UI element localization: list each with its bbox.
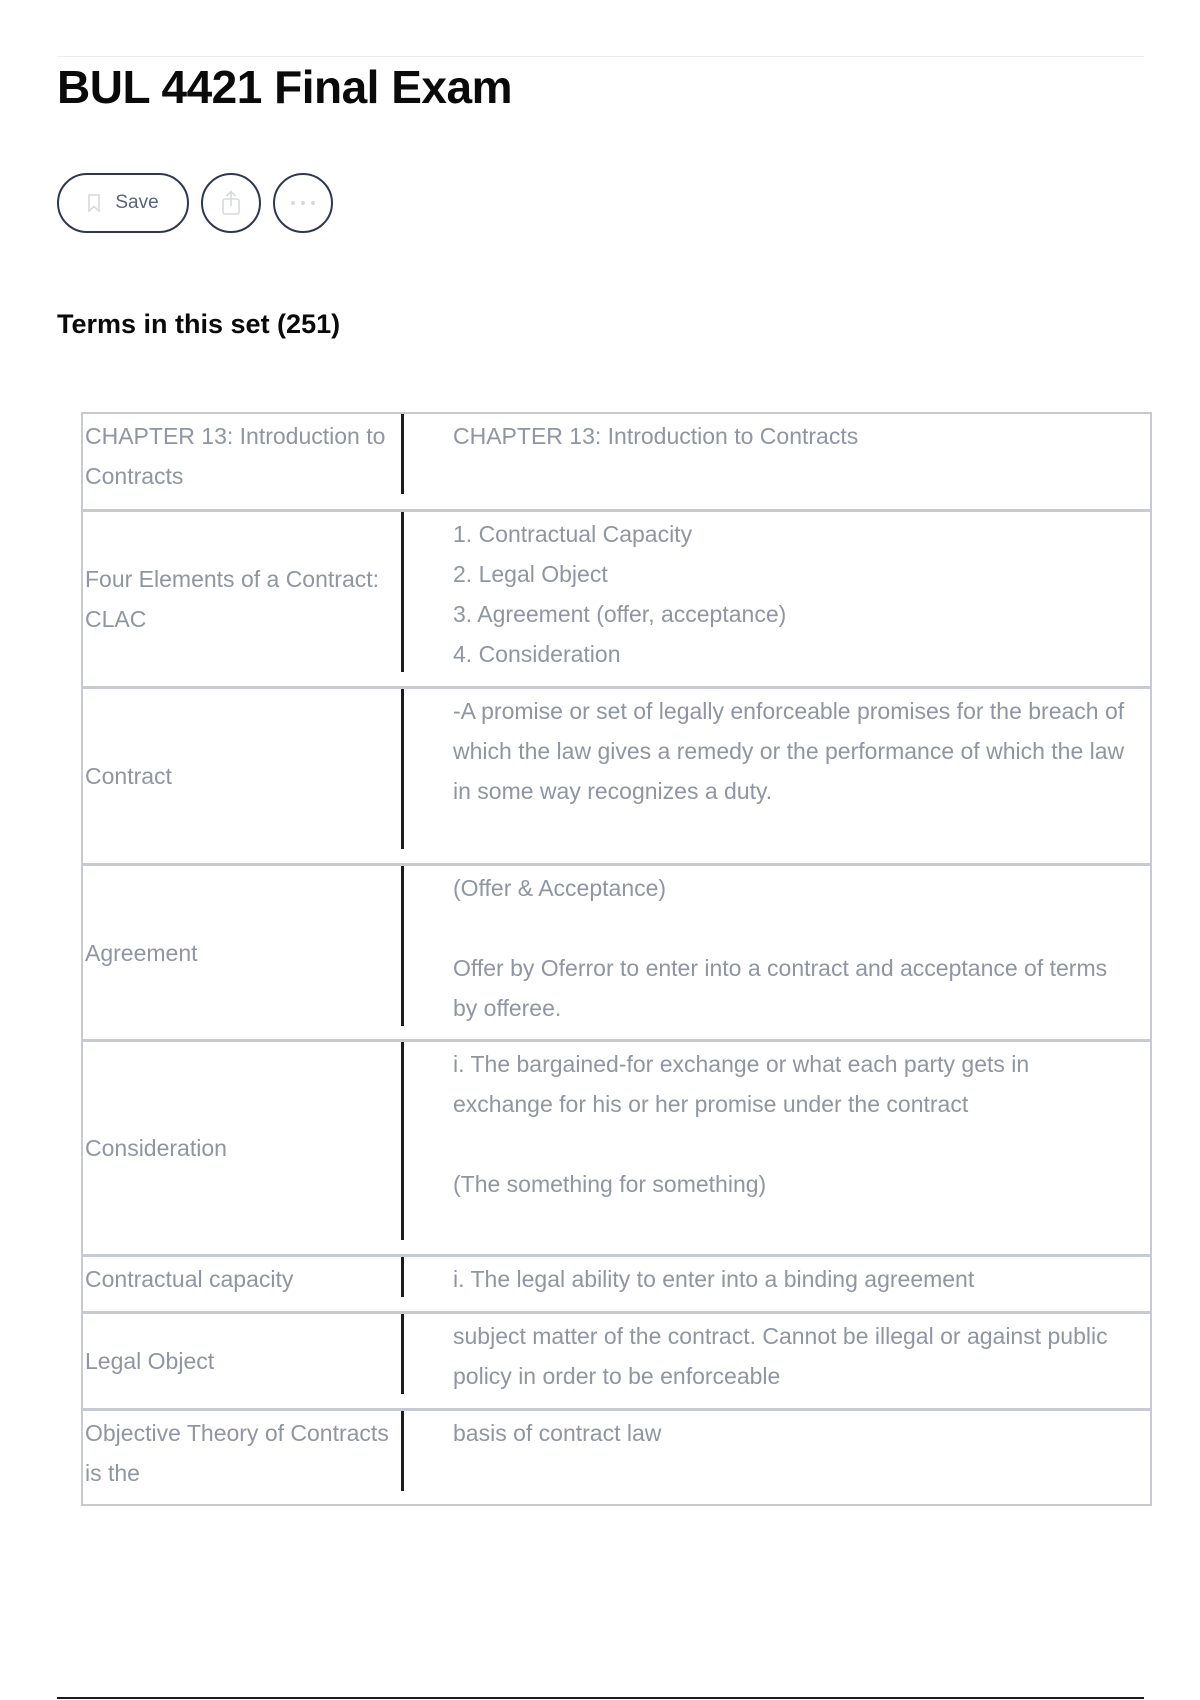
definition-text: -A promise or set of legally enforceable promises for the breach of which the law gives a remedy or the performance of which the law in some way recognizes a duty. [453, 698, 1125, 804]
top-divider [57, 56, 1144, 57]
term-row[interactable] [83, 863, 1150, 1039]
bottom-divider [57, 1697, 1144, 1699]
term-text: Contractual capacity [85, 1266, 294, 1292]
row-divider [401, 1257, 404, 1297]
definition-text: basis of contract law [453, 1420, 662, 1446]
term-text: Four Elements of a Contract: CLAC [85, 566, 380, 632]
row-divider [401, 1042, 404, 1240]
share-button[interactable] [201, 173, 261, 233]
definition-text: i. The bargained-for exchange or what each party gets in exchange for his or her promise under the contract (The something for something) [453, 1051, 1030, 1197]
term-row[interactable] [83, 414, 1150, 509]
terms-table [81, 412, 1152, 1506]
row-divider [401, 1314, 404, 1394]
term-text: Objective Theory of Contracts is the [85, 1420, 389, 1486]
row-divider [401, 689, 404, 849]
more-options-button[interactable] [273, 173, 333, 233]
term-row[interactable] [83, 1311, 1150, 1408]
term-text: Consideration [85, 1135, 227, 1161]
term-text: Legal Object [85, 1348, 215, 1374]
save-button[interactable] [57, 173, 189, 233]
term-row[interactable] [83, 686, 1150, 863]
term-row[interactable] [83, 1254, 1150, 1311]
definition-text: i. The legal ability to enter into a binding agreement [453, 1266, 975, 1292]
row-divider [401, 1411, 404, 1491]
definition-text: 1. Contractual Capacity 2. Legal Object 3. Agreement (offer, acceptance) 4. Consideration [453, 521, 787, 667]
page-title: BUL 4421 Final Exam [57, 61, 512, 113]
row-divider [401, 512, 404, 672]
term-text: Contract [85, 763, 172, 789]
share-icon [220, 190, 242, 216]
row-divider [401, 414, 404, 494]
definition-text: (Offer & Acceptance) Offer by Oferror to enter into a contract and acceptance of terms by offeree. [453, 875, 1108, 1021]
definition-text: subject matter of the contract. Cannot be illegal or against public policy in order to be enforceable [453, 1323, 1108, 1389]
term-text: CHAPTER 13: Introduction to Contracts [85, 423, 386, 489]
bookmark-icon [87, 194, 101, 212]
save-label: Save [115, 192, 159, 213]
action-bar [57, 173, 333, 233]
more-dots-icon [288, 199, 318, 207]
terms-count-heading: Terms in this set (251) [57, 309, 341, 339]
term-text: Agreement [85, 939, 198, 966]
term-row[interactable] [83, 1408, 1150, 1504]
term-row[interactable] [83, 1039, 1150, 1254]
definition-text: CHAPTER 13: Introduction to Contracts [453, 423, 859, 449]
row-divider [401, 866, 404, 1026]
term-row[interactable] [83, 509, 1150, 686]
